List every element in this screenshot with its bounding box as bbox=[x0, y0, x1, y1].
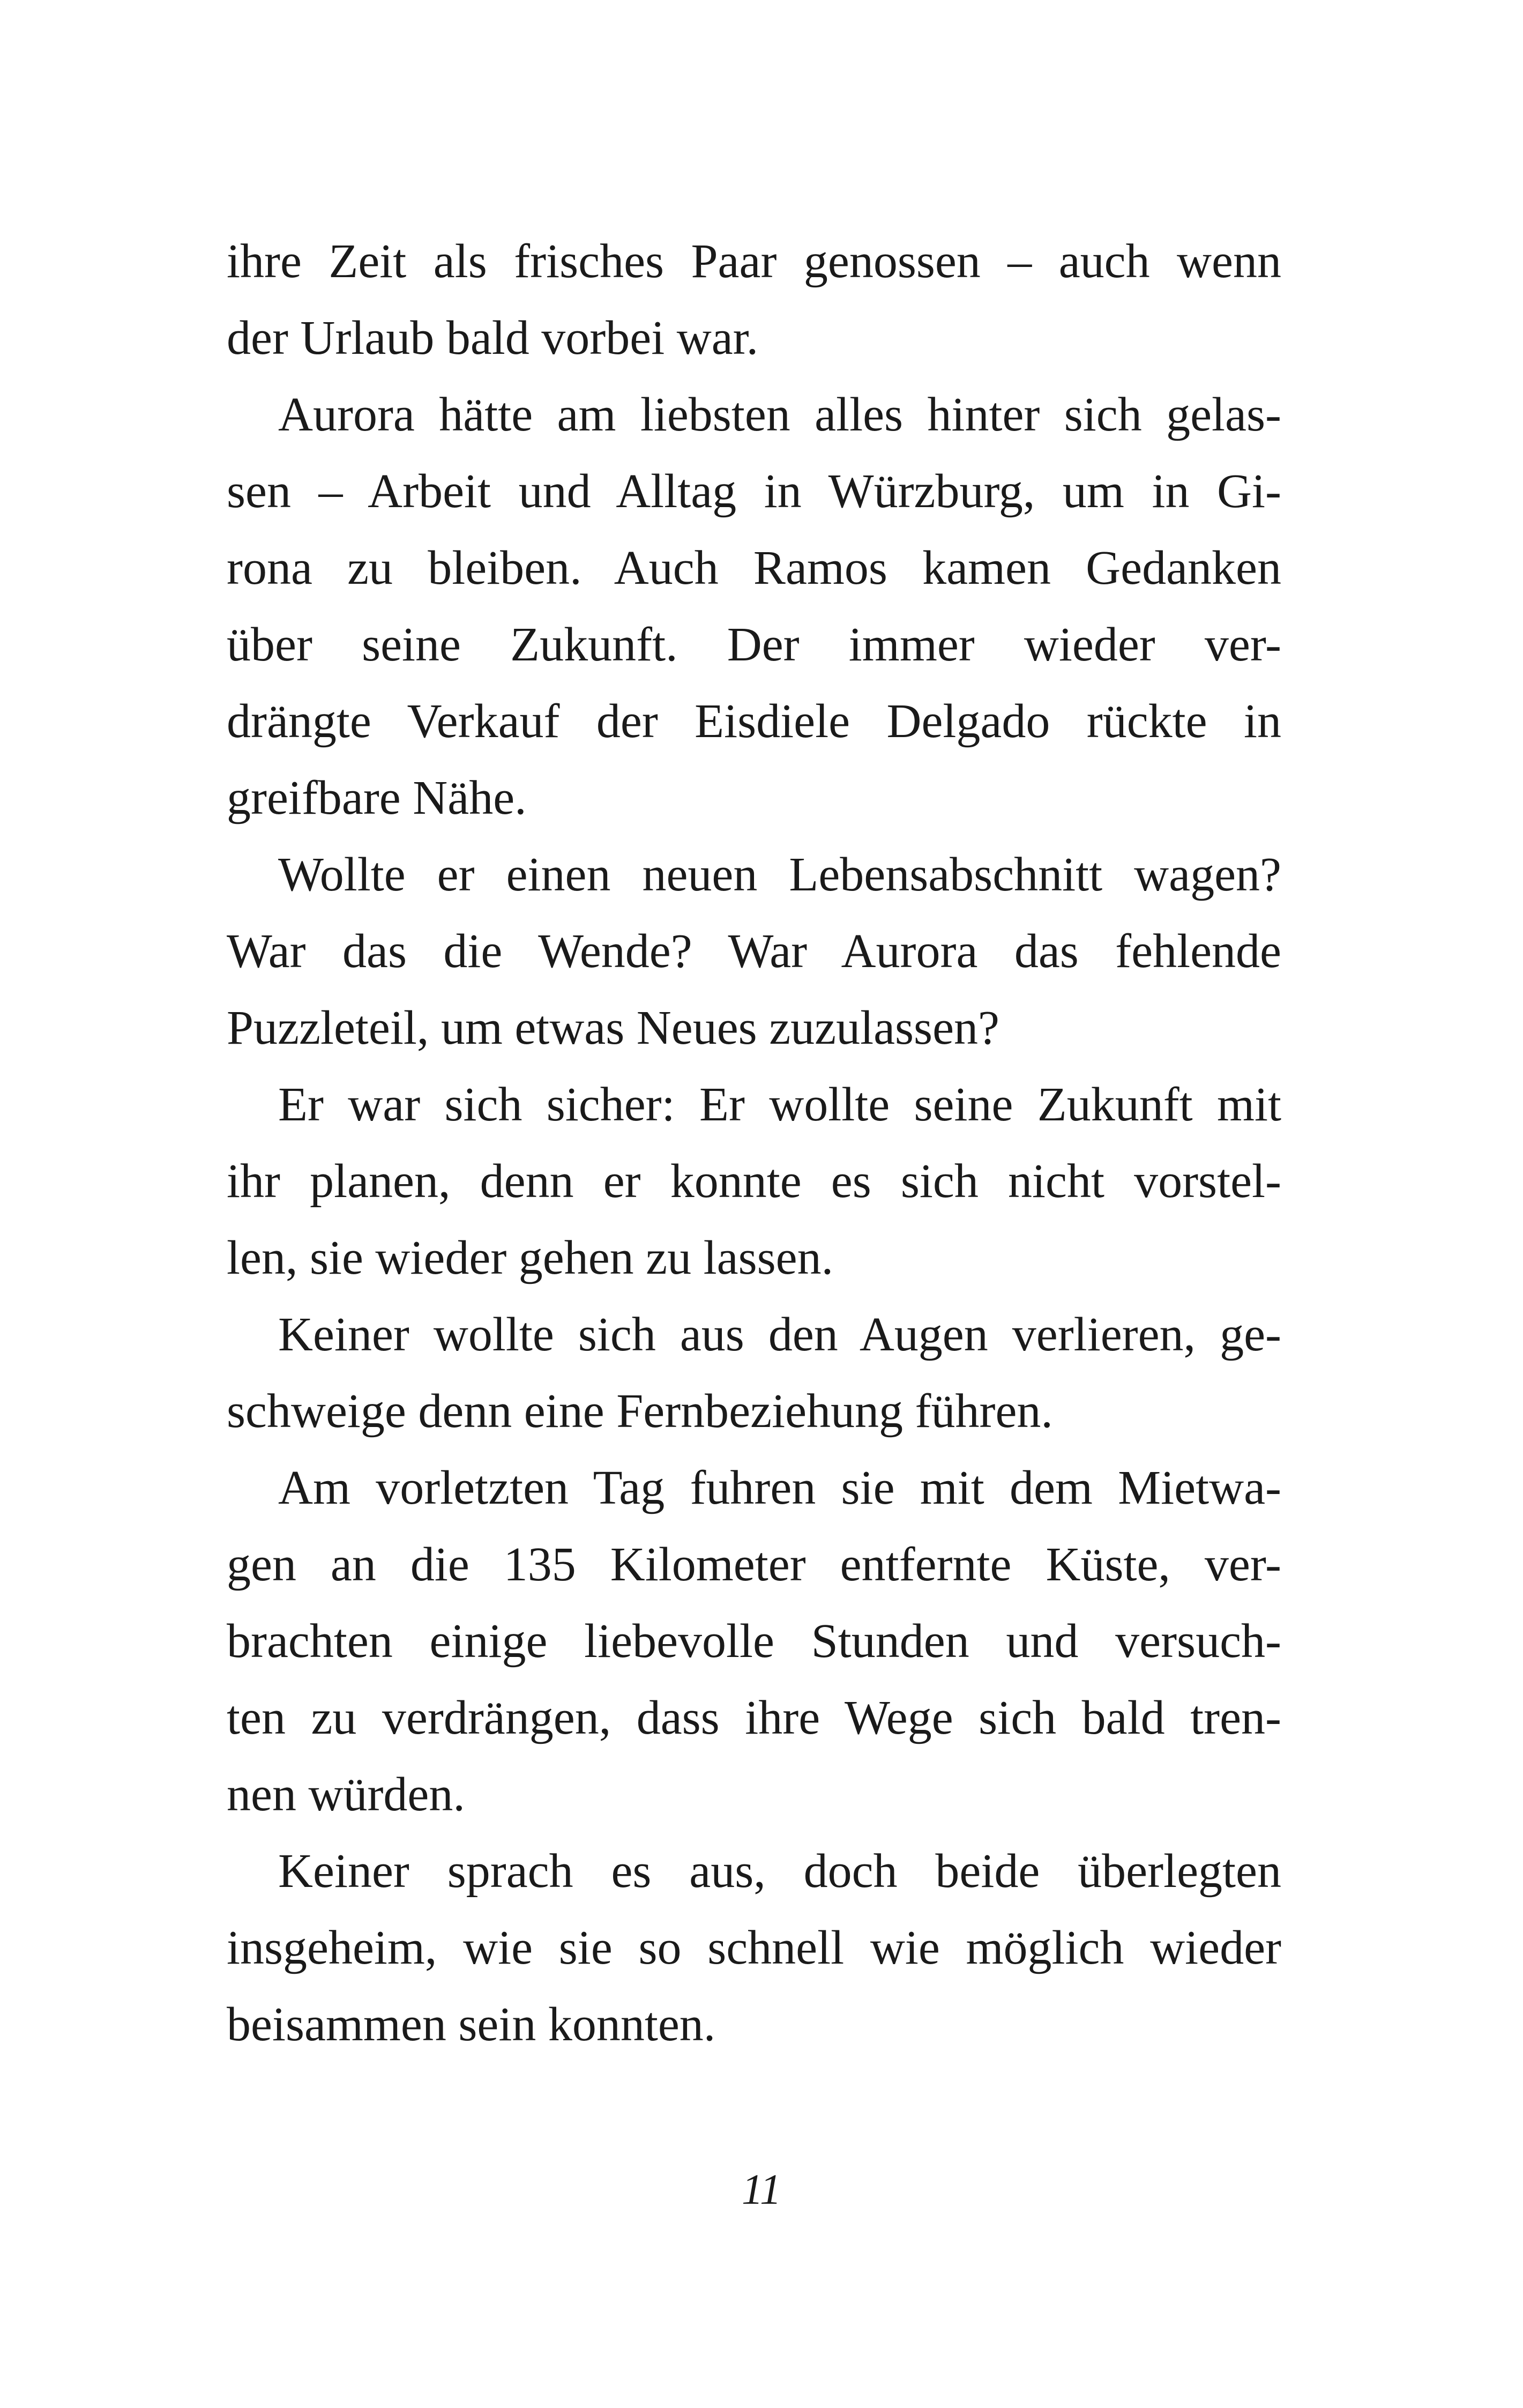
text-line: len, sie wieder gehen zu lassen. bbox=[227, 1231, 834, 1284]
text-line: Puzzleteil, um etwas Neues zuzulassen? bbox=[227, 1001, 999, 1054]
page-number: 11 bbox=[741, 2166, 782, 2213]
text-line: greifbare Nähe. bbox=[227, 771, 527, 824]
text-line: Keiner wollte sich aus den Augen verlieren, ge- bbox=[278, 1308, 1281, 1361]
text-line: gen an die 135 Kilometer entfernte Küste, ver- bbox=[227, 1538, 1281, 1591]
text-line: Am vorletzten Tag fuhren sie mit dem Mietwa- bbox=[278, 1461, 1281, 1514]
text-line: Wollte er einen neuen Lebensabschnitt wagen? bbox=[278, 848, 1281, 901]
text-line: der Urlaub bald vorbei war. bbox=[227, 311, 759, 365]
text-line: ten zu verdrängen, dass ihre Wege sich bald tren- bbox=[227, 1691, 1281, 1744]
text-line: Keiner sprach es aus, doch beide überlegten bbox=[278, 1845, 1281, 1898]
text-line: Aurora hätte am liebsten alles hinter sich gelas- bbox=[278, 388, 1281, 441]
text-line: drängte Verkauf der Eisdiele Delgado rückte in bbox=[227, 695, 1281, 748]
text-line: Er war sich sicher: Er wollte seine Zukunft mit bbox=[278, 1078, 1281, 1131]
text-line: beisammen sein konnten. bbox=[227, 1998, 716, 2051]
text-line: insgeheim, wie sie so schnell wie möglich wieder bbox=[227, 1921, 1281, 1974]
text-line: sen – Arbeit und Alltag in Würzburg, um in Gi- bbox=[227, 465, 1281, 518]
text-line: ihre Zeit als frisches Paar genossen – auch wenn bbox=[227, 235, 1281, 288]
text-line: über seine Zukunft. Der immer wieder ver- bbox=[227, 618, 1281, 671]
text-line: nen würden. bbox=[227, 1768, 465, 1821]
text-line: rona zu bleiben. Auch Ramos kamen Gedanken bbox=[227, 541, 1281, 594]
text-line: War das die Wende? War Aurora das fehlende bbox=[227, 925, 1281, 978]
body-text bbox=[227, 223, 1281, 2063]
text-line: ihr planen, denn er konnte es sich nicht vorstel- bbox=[227, 1155, 1281, 1208]
text-line: schweige denn eine Fernbeziehung führen. bbox=[227, 1385, 1053, 1438]
text-line: brachten einige liebevolle Stunden und versuch- bbox=[227, 1615, 1281, 1668]
